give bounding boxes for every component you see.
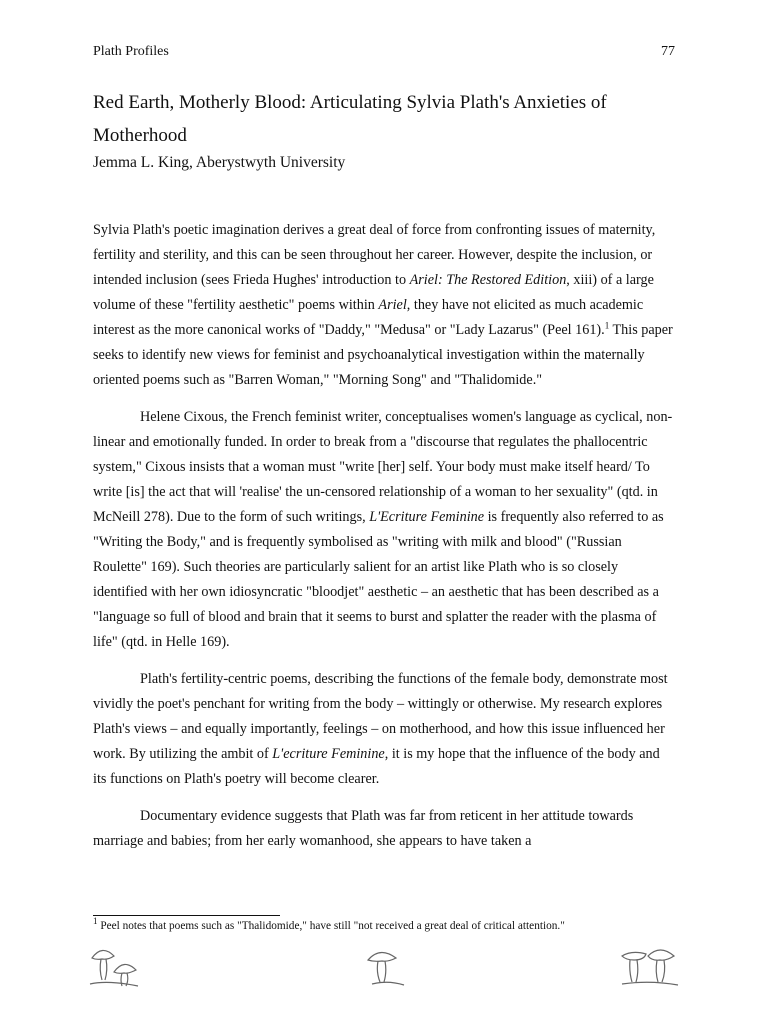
footnote-number: 1: [93, 916, 98, 927]
lecriture-term: L'Ecriture Feminine: [369, 509, 485, 525]
mushroom-ornament-icon: [620, 944, 680, 988]
paragraph-2: Helene Cixous, the French feminist writer, conceptualises women's language as cyclical, non-linear and emotionally funded. In order to break from a "discourse that regulates the phallocentric system," Cixous insists that a woman must "write [her] self. Your body must make itself heard/ To write [is] the act that will 'realise' the un-censored relationship of a woman to her sexuality" (qtd. in McNeill 278). Due to the form of such writings, L'Ecriture Feminine is frequently also referred to as "Writing the Body," and is frequently symbolised as "writing with milk and blood" ("Russian Roulette" 169). Such theories are particularly salient for an artist like Plath who is so closely identified with her own idiosyncratic "bloodjet" aesthetic – an aesthetic that has been described as a "language so full of blood and brain that it seems to burst and splatter the reader with the plasma of life" (qtd. in Helle 169).: [93, 409, 673, 650]
running-header: [93, 44, 675, 60]
footnote: [93, 916, 565, 932]
ariel-restored-title: Ariel: The Restored Edition: [409, 272, 567, 288]
article-body: [93, 218, 675, 866]
paragraph-3: Plath's fertility-centric poems, describing the functions of the female body, demonstrate most vividly the poet's penchant for writing from the body – wittingly or otherwise. My research explores Plath's views – and equally importantly, feelings – on motherhood, and how this issue influenced her work. By utilizing the ambit of L'ecriture Feminine, it is my hope that the influence of the body and its functions on Plath's poetry will become clearer.: [93, 671, 668, 787]
lecriture-term: L'ecriture Feminine: [272, 746, 385, 762]
footnote-ref: 1: [604, 320, 610, 331]
footnote-divider: [93, 915, 280, 916]
mushroom-ornament-icon: [360, 944, 420, 988]
article-title: Red Earth, Motherly Blood: Articulating Sylvia Plath's Anxieties of Motherhood: [93, 92, 607, 146]
article-author: Jemma L. King, Aberystwyth University: [93, 154, 346, 171]
footnote-text: Peel notes that poems such as "Thalidomide," have still "not received a great deal of critical attention.": [97, 920, 565, 932]
paragraph-1: Sylvia Plath's poetic imagination derives a great deal of force from confronting issues of maternity, fertility and sterility, and this can be seen throughout her career. However, despite the inclusion, or intended inclusion (sees Frieda Hughes' introduction to Ariel: The Restored Edition, xiii) of a large volume of these "fertility aesthetic" poems within Ariel, they have not elicited as much academic interest as the more canonical works of "Daddy," "Medusa" or "Lady Lazarus" (Peel 161).$^1$ This paper seeks to identify new views for feminist and psychoanalytical investigation within the maternally oriented poems such as "Barren Woman," "Morning Song" and "Thalidomide.": [93, 222, 673, 388]
mushroom-ornament-icon: [88, 944, 148, 988]
running-title: Plath Profiles: [93, 44, 169, 59]
ariel-title: Ariel: [378, 297, 407, 313]
paragraph-4: Documentary evidence suggests that Plath was far from reticent in her attitude towards marriage and babies; from her early womanhood, she appears to have taken a: [93, 808, 634, 849]
page-number: 77: [661, 44, 675, 59]
